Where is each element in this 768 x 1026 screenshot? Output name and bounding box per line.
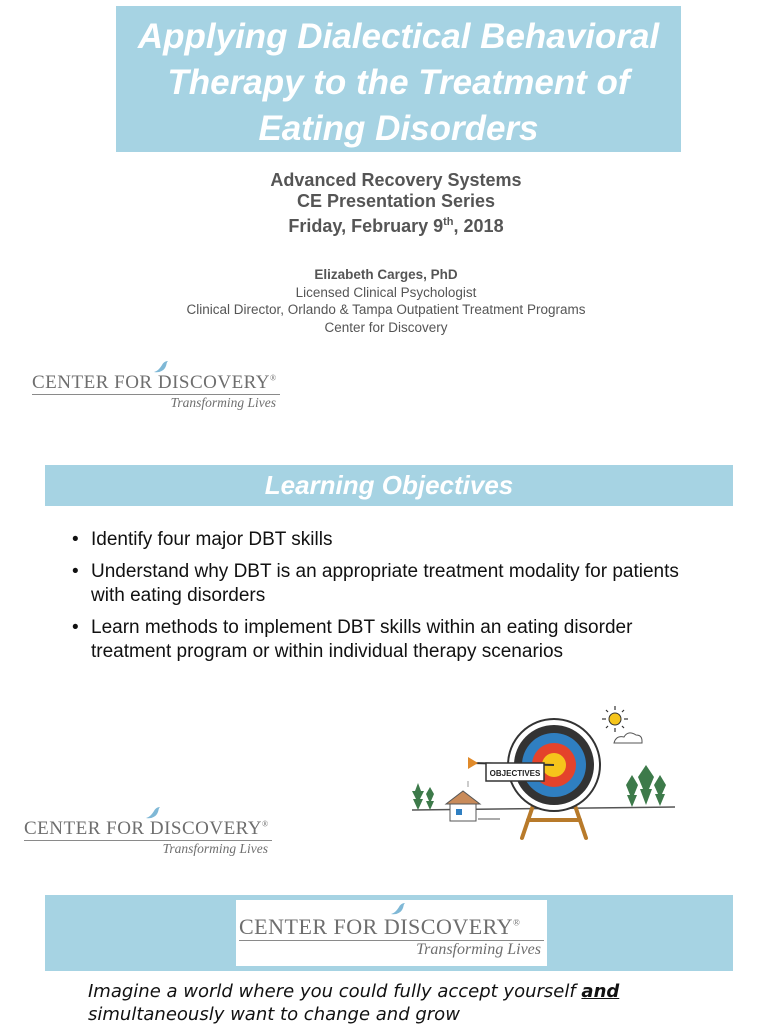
objective-item: • Identify four major DBT skills: [72, 528, 712, 552]
logo-tagline: Transforming Lives: [416, 941, 541, 958]
quote-emphasis: and: [581, 981, 620, 1002]
house-icon: [446, 781, 480, 821]
presentation-title: Applying Dialectical Behavioral Therapy to the Treatment of Eating Disorders: [137, 17, 660, 148]
bird-icon: [389, 902, 409, 918]
objectives-heading: Learning Objectives: [264, 470, 514, 500]
event-date: Friday, February 9th, 2018: [288, 216, 504, 236]
sun-icon: [602, 706, 628, 732]
bird-icon: [152, 360, 172, 376]
logo-tagline: Transforming Lives: [170, 395, 276, 410]
logo-brand-text: CENTER FOR DISCOVERY®: [24, 818, 269, 839]
presenter-role: Licensed Clinical Psychologist: [295, 284, 477, 300]
objective-item: • Learn methods to implement DBT skills within an eating disorder treatment program or within individual therapy scenarios: [72, 616, 712, 664]
closing-quote: Imagine a world where you could fully accept yourself and simultaneously want to change and grow: [88, 981, 620, 1025]
series-name: CE Presentation Series: [296, 191, 496, 211]
presenter-info: [0, 266, 768, 336]
presenter-title: Clinical Director, Orlando & Tampa Outpatient Treatment Programs: [186, 302, 586, 317]
target-illustration: [400, 695, 690, 855]
bird-icon: [144, 806, 164, 822]
objectives-banner: [45, 465, 733, 506]
center-for-discovery-logo: [32, 362, 280, 411]
tree-icon: [626, 765, 666, 807]
logo-tagline: Transforming Lives: [162, 841, 268, 856]
objective-item: • Understand why DBT is an appropriate treatment modality for patients with eating disorders: [72, 560, 712, 608]
tree-icon: [412, 783, 434, 810]
organization-name: Advanced Recovery Systems: [270, 170, 522, 190]
title-banner: [116, 6, 681, 152]
presenter-organization: Center for Discovery: [324, 319, 448, 335]
logo-brand-text: CENTER FOR DISCOVERY®: [32, 372, 277, 393]
objectives-list: [72, 528, 712, 672]
cloud-icon: [614, 733, 642, 743]
center-for-discovery-logo: [239, 902, 544, 959]
closing-logo-panel: [236, 900, 547, 966]
objectives-sign-label: OBJECTIVES: [489, 769, 541, 778]
center-for-discovery-logo: [24, 808, 272, 857]
event-info: [0, 170, 768, 237]
logo-brand-text: CENTER FOR DISCOVERY®: [239, 914, 521, 939]
presenter-name: Elizabeth Carges, PhD: [314, 267, 458, 282]
